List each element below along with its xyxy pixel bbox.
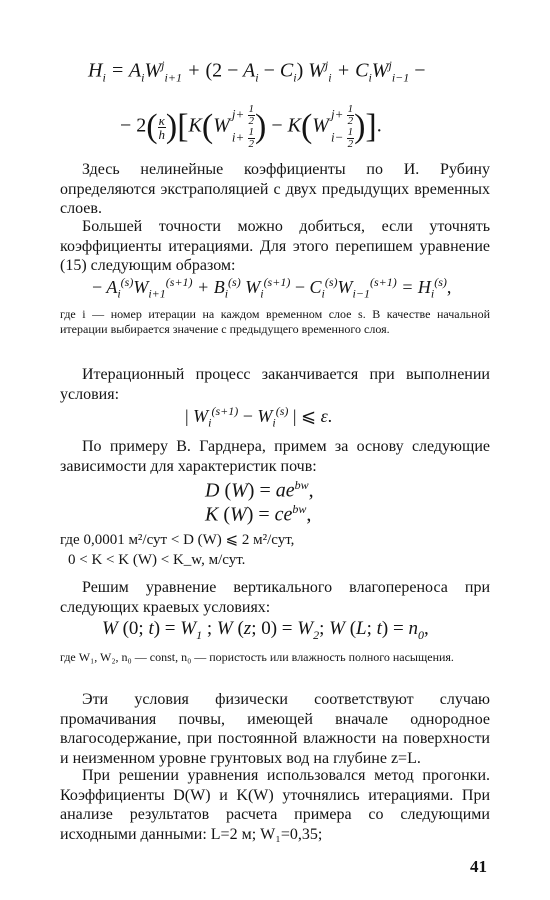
footnote-iteration: где i — номер итерации на каждом временном слое s. В качестве начальной итерации выбирается значение с предыдущего временного слоя. — [60, 307, 490, 336]
paragraph-2: Большей точности можно добиться, если уточнять коэффициенты итерациями. Для этого перепишем уравнение (15) следующим образом: — [60, 218, 490, 274]
equation-boundary-conditions: W (0; $t) = W_1$ ; W (z; $0) = W_2$; W (L; $t) = n_0$, — [102, 618, 429, 642]
page-number: 41 — [470, 857, 487, 876]
paragraph-5: Решим уравнение вертикального влагопереноса при следующих краевых условиях: — [60, 579, 490, 616]
equation-top-line2: − 2( $\frac{\kappa}{h}$ )[K(W j+ $\frac{1}{2}$ i+ $\frac{1}{2}$ ) − K(W j+ $\frac{1}{2}$ i− $\frac{1}{2}$ )]. — [120, 103, 382, 150]
paragraph-7: При решении уравнения использовался метод прогонки. Коэффициенты D(W) и K(W) уточнялись итерациями. При анализе результатов расчета примера со следующими исходными данными: L=2 м; W₁=0,35; — [60, 767, 490, 843]
paragraph-4: По примеру В. Гарднера, примем за основу следующие зависимости для характеристик почв: — [60, 438, 490, 475]
equation-condition: | $W_i^{(s+1)} - W_i^{(s)}$ | ⩽ ε. — [185, 404, 333, 430]
paragraph-1: Здесь нелинейные коэффициенты по И. Рубину определяются экстраполяцией с двух предыдущих временных слоев. — [60, 161, 490, 217]
footnote-constants: где W₁, W₂, n₀ — const, n₀ — пористость или влажность полного насыщения. — [60, 650, 454, 664]
equation-top-line1: $H_i = A_iW^j_{i+1} + (2 - A_i - C_i) W^j_i + C_iW^j_{i-1}$ − — [88, 58, 426, 85]
paragraph-6: Эти условия физически соответствуют случаю промачивания почвы, имеющей вначале однородное влагосодержание, при постоянной влажности на поверхности и неизменном уровне грунтовых вод на глубине z=L. — [60, 691, 490, 767]
paragraph-3: Итерационный процесс заканчивается при выполнении условия: — [60, 366, 490, 403]
equation-k-of-w: K $(W) = ce^{bw}$, — [205, 502, 312, 526]
where-line-2: 0 < K < K (W) < K_w, м/сут. — [68, 552, 246, 568]
equation-iteration: − $A_i^{(s)}W_{i+1}^{(s+1)} + B_i^{(s)}$ $W_i^{(s+1)} - C_i^{(s)}W_{i-1}^{(s+1)} = H_i^{(s)}$, — [92, 275, 452, 301]
equation-d-of-w: D $(W) = ae^{bw}$, — [205, 478, 314, 502]
where-line-1: где 0,0001 м²/сут < D (W) ⩽ 2 м²/сут, — [60, 532, 295, 548]
